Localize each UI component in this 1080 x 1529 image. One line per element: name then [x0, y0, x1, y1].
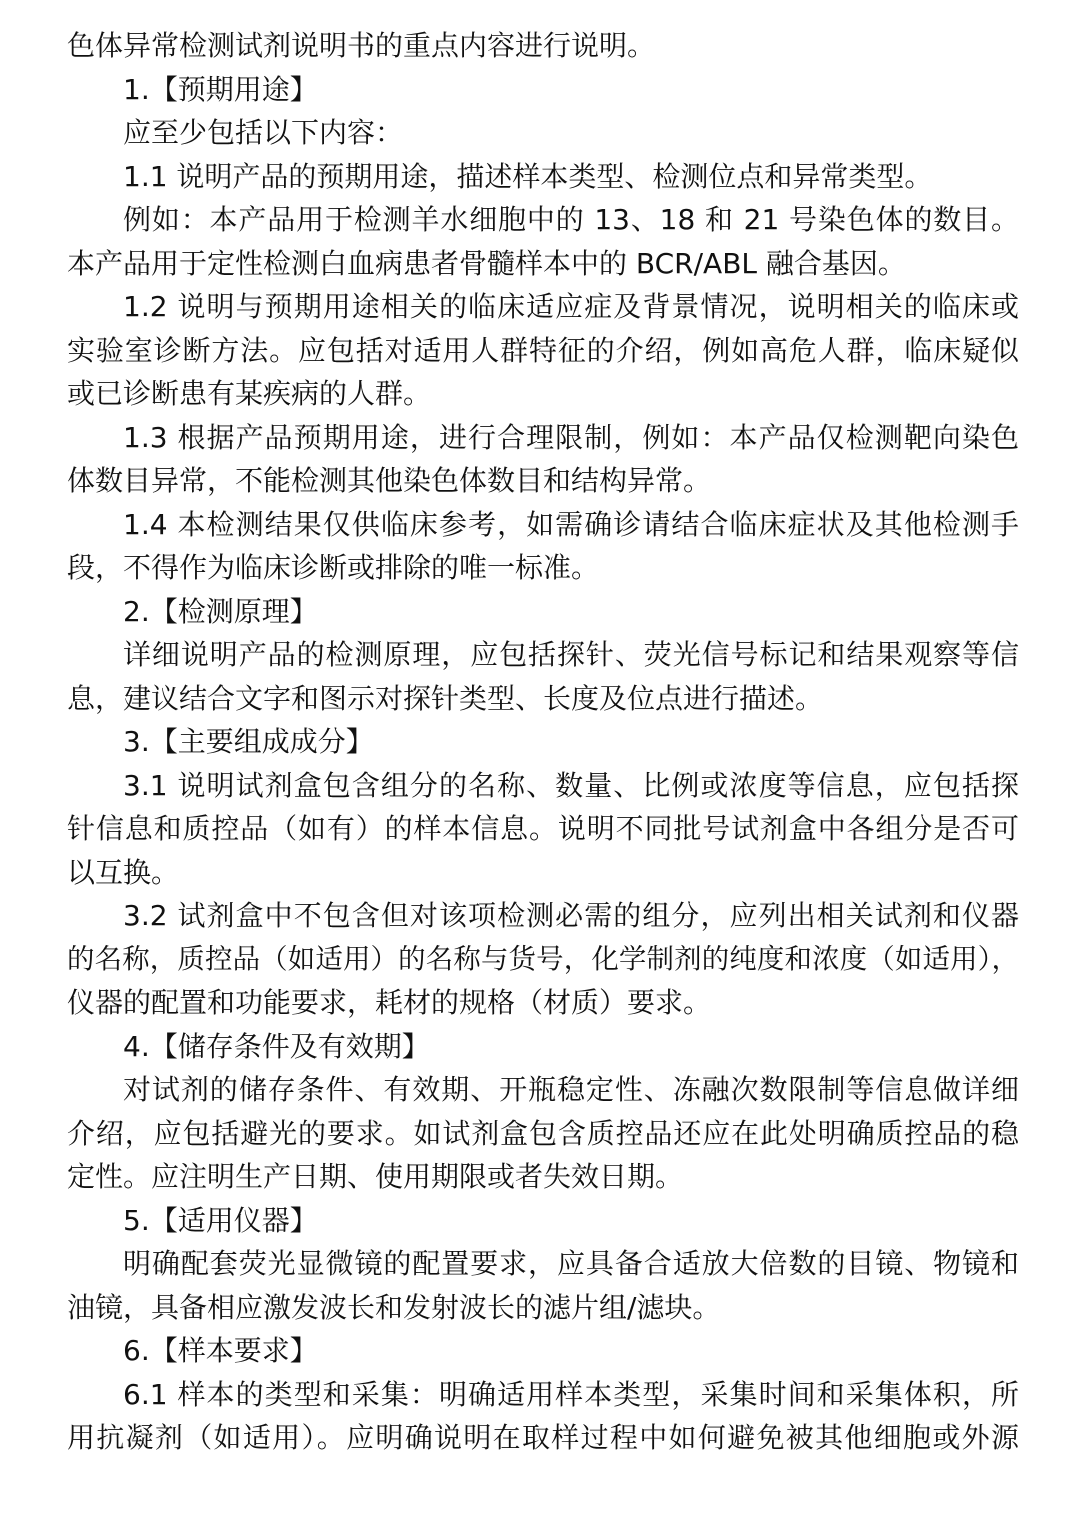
- text-line: 油镜，具备相应激发波长和发射波长的滤片组/滤块。: [67, 1290, 721, 1324]
- text-line: 用抗凝剂（如适用）。应明确说明在取样过程中如何避免被其他细胞或外源: [67, 1421, 1019, 1454]
- section-heading-storage: 4.【储存条件及有效期】: [123, 1029, 430, 1063]
- text-line: 实验室诊断方法。应包括对适用人群特征的介绍，例如高危人群，临床疑似: [67, 333, 1019, 367]
- text-line: 例如：本产品用于检测羊水细胞中的 13、18 和 21 号染色体的数目。: [123, 203, 1019, 236]
- section-heading-sample: 6.【样本要求】: [123, 1334, 318, 1367]
- text-line: 1.1 说明产品的预期用途，描述样本类型、检测位点和异常类型。: [123, 159, 933, 193]
- text-line: 针信息和质控品（如有）的样本信息。说明不同批号试剂盒中各组分是否可: [67, 812, 1019, 845]
- section-heading-principle: 2.【检测原理】: [123, 594, 318, 628]
- text-line: 1.4 本检测结果仅供临床参考，如需确诊请结合临床症状及其他检测手: [123, 507, 1019, 541]
- text-line: 详细说明产品的检测原理，应包括探针、荧光信号标记和结果观察等信: [123, 638, 1019, 671]
- section-heading-instruments: 5.【适用仪器】: [123, 1203, 318, 1237]
- document-page: [67, 24, 1019, 1460]
- text-line: 定性。应注明生产日期、使用期限或者失效日期。: [67, 1160, 684, 1193]
- text-line: 色体异常检测试剂说明书的重点内容进行说明。: [67, 29, 656, 62]
- text-line: 本产品用于定性检测白血病患者骨髓样本中的 BCR/ABL 融合基因。: [67, 246, 906, 280]
- text-line: 对试剂的储存条件、有效期、开瓶稳定性、冻融次数限制等信息做详细: [123, 1073, 1019, 1106]
- text-line: 1.2 说明与预期用途相关的临床适应症及背景情况，说明相关的临床或: [123, 290, 1019, 323]
- text-line: 介绍，应包括避光的要求。如试剂盒包含质控品还应在此处明确质控品的稳: [67, 1116, 1019, 1150]
- text-line: 体数目异常，不能检测其他染色体数目和结构异常。: [67, 464, 712, 497]
- text-line: 仪器的配置和功能要求，耗材的规格（材质）要求。: [67, 986, 712, 1019]
- text-line: 3.2 试剂盒中不包含但对该项检测必需的组分，应列出相关试剂和仪器: [123, 899, 1019, 932]
- text-line: 1.3 根据产品预期用途，进行合理限制，例如：本产品仅检测靶向染色: [123, 420, 1019, 454]
- text-line: 6.1 样本的类型和采集：明确适用样本类型，采集时间和采集体积，所: [123, 1377, 1019, 1411]
- text-line: 应至少包括以下内容：: [123, 116, 404, 149]
- text-line: 以互换。: [67, 855, 180, 889]
- text-line: 段，不得作为临床诊断或排除的唯一标准。: [67, 551, 600, 584]
- section-heading-components: 3.【主要组成成分】: [123, 725, 374, 758]
- text-line: 的名称，质控品（如适用）的名称与货号，化学制剂的纯度和浓度（如适用），: [67, 943, 1019, 975]
- text-line: 3.1 说明试剂盒包含组分的名称、数量、比例或浓度等信息，应包括探: [123, 768, 1019, 802]
- text-line: 息，建议结合文字和图示对探针类型、长度及位点进行描述。: [67, 681, 824, 715]
- text-line: 或已诊断患有某疾病的人群。: [67, 377, 432, 410]
- text-line: 明确配套荧光显微镜的配置要求，应具备合适放大倍数的目镜、物镜和: [123, 1247, 1019, 1280]
- section-heading-intended-use: 1.【预期用途】: [123, 72, 318, 106]
